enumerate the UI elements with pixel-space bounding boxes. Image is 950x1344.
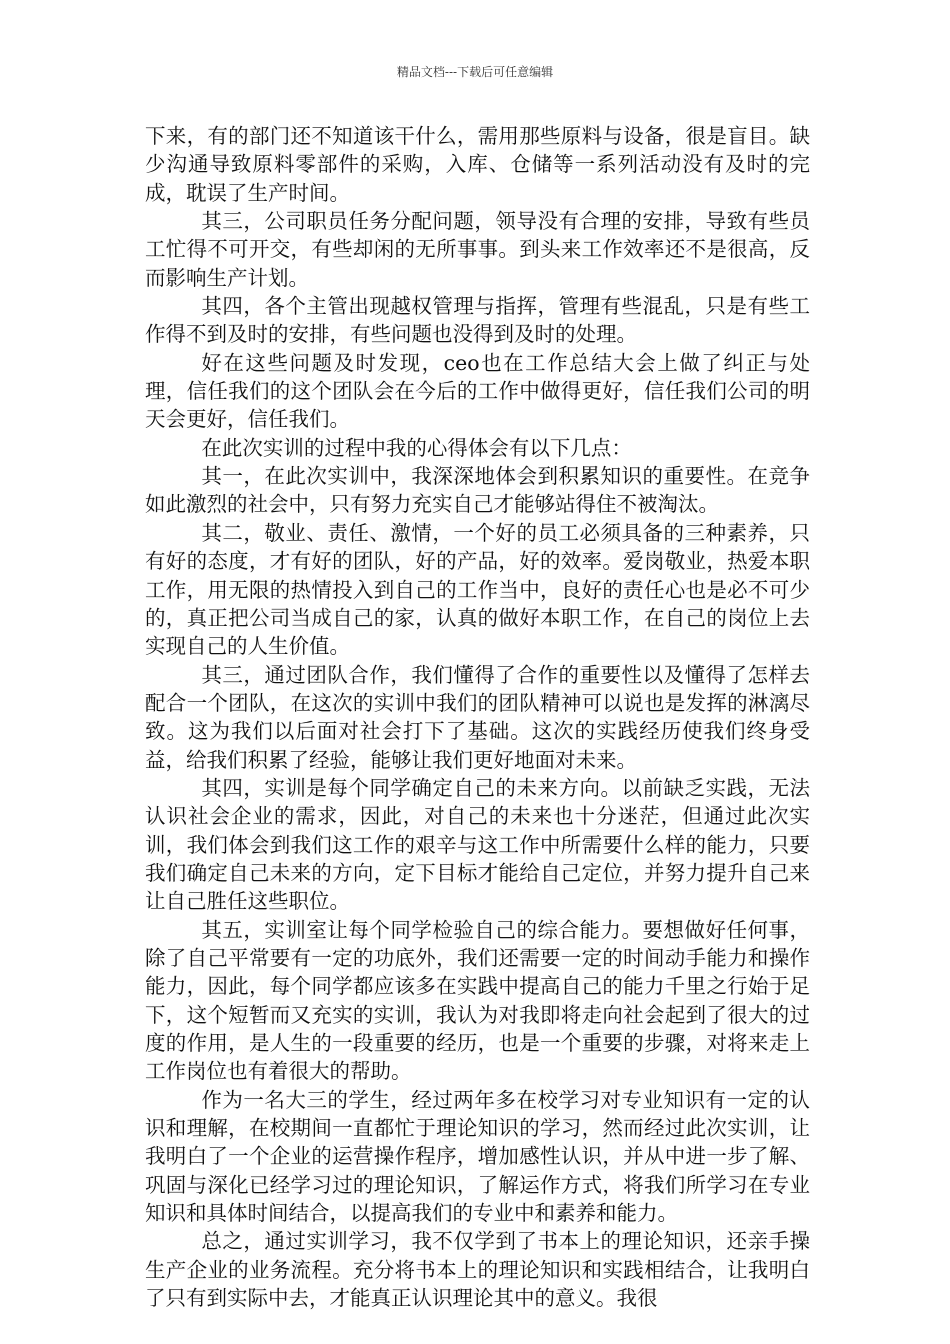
paragraph: 其二，敬业、责任、激情，一个好的员工必须具备的三种素养，只有好的态度，才有好的团队，好的产品，好的效率。爱岗敬业，热爱本职工作，用无限的热情投入到自己的工作当中，良好的责任心也是必不可少的，真正把公司当成自己的家，认真的做好本职工作，在自己的岗位上去实现自己的人生价值。 bbox=[145, 520, 810, 659]
document-body bbox=[145, 122, 810, 1312]
paragraph: 其四，实训是每个同学确定自己的未来方向。以前缺乏实践，无法认识社会企业的需求，因此，对自己的未来也十分迷茫，但通过此次实训，我们体会到我们这工作的艰辛与这工作中所需要什么样的能力，只要我们确定自己未来的方向，定下目标才能给自己定位，并努力提升自己来让自己胜任这些职位。 bbox=[145, 775, 810, 914]
paragraph: 其三，公司职员任务分配问题，领导没有合理的安排，导致有些员工忙得不可开交，有些却闲的无所事事。到头来工作效率还不是很高，反而影响生产计划。 bbox=[145, 209, 810, 290]
paragraph: 其四，各个主管出现越权管理与指挥，管理有些混乱，只是有些工作得不到及时的安排，有些问题也没得到及时的处理。 bbox=[145, 294, 810, 347]
paragraph: 下来，有的部门还不知道该干什么，需用那些原料与设备，很是盲目。缺少沟通导致原料零部件的采购，入库、仓储等一系列活动没有及时的完成，耽误了生产时间。 bbox=[145, 124, 810, 205]
paragraph: 作为一名大三的学生，经过两年多在校学习对专业知识有一定的认识和理解，在校期间一直都忙于理论知识的学习，然而经过此次实训，让我明白了一个企业的运营操作程序，增加感性认识，并从中进一步了解、巩固与深化已经学习过的理论知识，了解运作方式，将我们所学习在专业知识和具体时间结合，以提高我们的专业中和素养和能力。 bbox=[145, 1087, 810, 1226]
paragraph: 其三，通过团队合作，我们懂得了合作的重要性以及懂得了怎样去配合一个团队，在这次的实训中我们的团队精神可以说也是发挥的淋漓尽致。这为我们以后面对社会打下了基础。这次的实践经历使我们终身受益，给我们积累了经验，能够让我们更好地面对未来。 bbox=[145, 662, 810, 772]
paragraph: 好在这些问题及时发现，ceo也在工作总结大会上做了纠正与处理，信任我们的这个团队会在今后的工作中做得更好，信任我们公司的明天会更好，信任我们。 bbox=[145, 350, 810, 432]
paragraph: 总之，通过实训学习，我不仅学到了书本上的理论知识，还亲手操生产企业的业务流程。充分将书本上的理论知识和实践相结合，让我明白了只有到实际中去，才能真正认识理论其中的意义。我很 bbox=[145, 1229, 810, 1311]
paragraph: 其一，在此次实训中，我深深地体会到积累知识的重要性。在竞争如此激烈的社会中，只有努力充实自己才能够站得住不被淘汰。 bbox=[145, 464, 810, 517]
paragraph: 其五，实训室让每个同学检验自己的综合能力。要想做好任何事，除了自己平常要有一定的功底外，我们还需要一定的时间动手能力和操作能力，因此，每个同学都应该多在实践中提高自己的能力千里之行始于足下，这个短暂而又充实的实训，我认为对我即将走向社会起到了很大的过度的作用，是人生的一段重要的经历，也是一个重要的步骤，对将来走上工作岗位也有着很大的帮助。 bbox=[145, 917, 810, 1084]
page-header: 精品文档---下载后可任意编辑 bbox=[396, 65, 554, 79]
paragraph: 在此次实训的过程中我的心得体会有以下几点： bbox=[201, 435, 632, 460]
